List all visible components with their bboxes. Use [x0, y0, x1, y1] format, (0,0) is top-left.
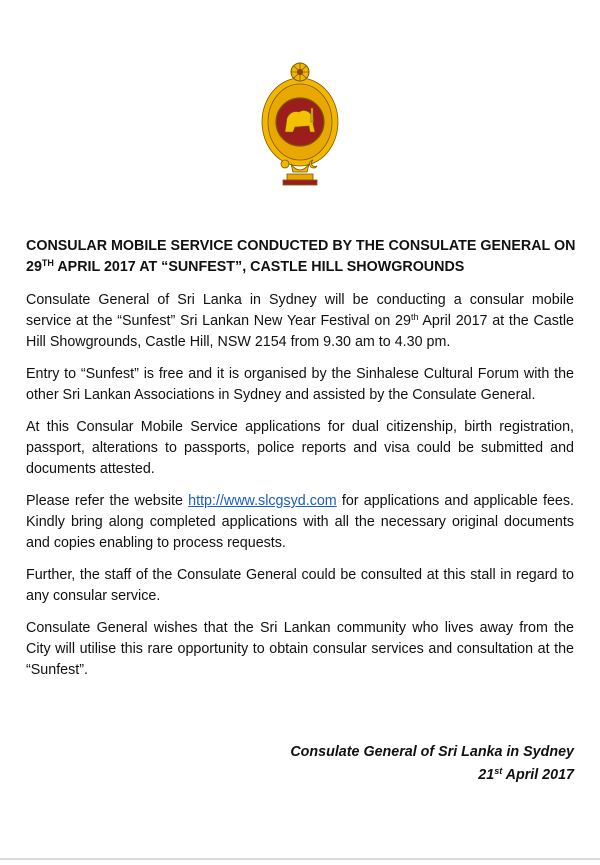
paragraph-6: Consulate General wishes that the Sri Lankan community who lives away from the City will utilise this rare opportunity to obtain consular services and consultation at the “Sunfest”.	[26, 620, 574, 678]
signature-day: 21	[478, 767, 495, 783]
signature-day-suffix: st	[494, 766, 503, 776]
paragraph-1-text-b: April 2017 at the Castle Hill Showgrounds, Castle Hill, NSW 2154 from 9.30 am to 4.30 pm.	[26, 313, 574, 350]
paragraph-4	[26, 491, 574, 554]
paragraph-4-text-a: Please refer the website	[26, 493, 189, 509]
paragraph-2: Entry to “Sunfest” is free and it is organised by the Sinhalese Cultural Forum with the other Sri Lankan Associations in Sydney and assisted by the Consulate General.	[26, 366, 574, 403]
bottom-divider	[0, 858, 600, 860]
title-line-1: CONSULAR MOBILE SERVICE CONDUCTED BY THE CONSULATE GENERAL ON	[26, 238, 576, 254]
signature-date-rest: April 2017	[502, 767, 574, 783]
paragraph-1-suffix: th	[410, 312, 419, 322]
signature-block	[290, 741, 574, 787]
title-line-2: APRIL 2017 AT “SUNFEST”, CASTLE HILL SHOWGROUNDS	[53, 259, 465, 275]
title-day: 29	[26, 259, 42, 275]
signature-name: Consulate General of Sri Lanka in Sydney	[290, 744, 574, 760]
paragraph-5: Further, the staff of the Consulate General could be consulted at this stall in regard to any consular service.	[26, 567, 574, 604]
signature-date	[290, 764, 574, 787]
paragraph-1	[26, 290, 574, 353]
sri-lanka-emblem-icon	[255, 60, 345, 188]
paragraph-3: At this Consular Mobile Service applications for dual citizenship, birth registration, passport, alterations to passports, police reports and visa could be submitted and documents attested.	[26, 419, 574, 477]
paragraph-4-text-b: for applications and applicable fees. Kindly bring along completed applications with all the necessary original documents and copies enabling to process requests.	[26, 493, 574, 551]
website-link[interactable]: http://www.slcgsyd.com	[188, 493, 337, 509]
paragraph-1-text-a: Consulate General of Sri Lanka in Sydney will be conducting a consular mobile service at the “Sunfest” Sri Lankan New Year Festival on 29	[26, 292, 574, 329]
title-day-suffix: TH	[41, 258, 54, 268]
notice-body	[26, 290, 574, 692]
notice-title	[26, 236, 574, 278]
